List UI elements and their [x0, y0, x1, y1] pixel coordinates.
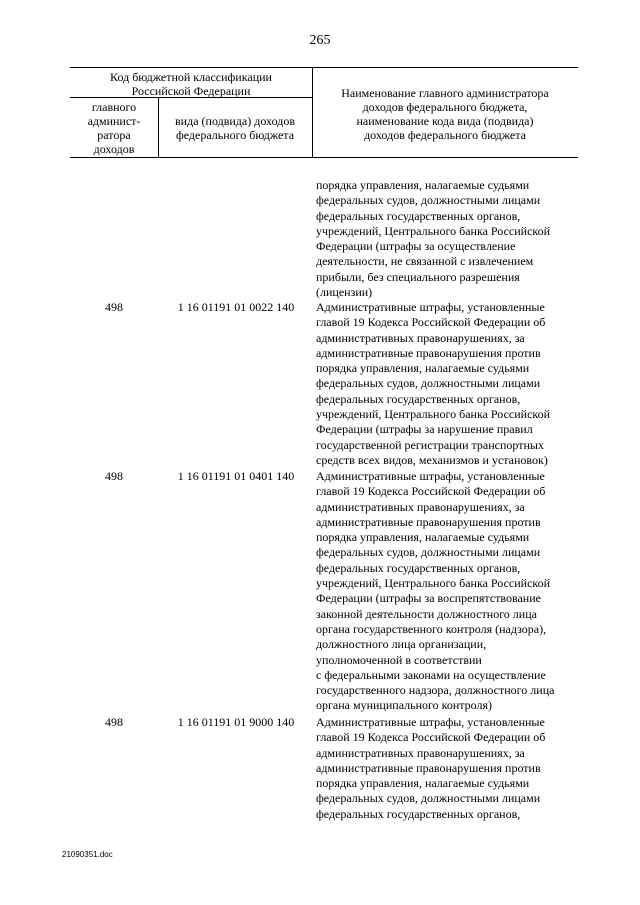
header-group-title-line: Код бюджетной классификации	[110, 70, 272, 84]
description-line: федеральных государственных органов,	[316, 208, 521, 223]
description-line: деятельности, не связанной с извлечением	[316, 254, 534, 269]
description-line: федеральных судов, должностными лицами	[316, 791, 541, 806]
header-col-code-line: федерального бюджета	[175, 128, 295, 142]
description-line: административные правонарушения против	[316, 345, 541, 360]
description-line: (лицензии)	[316, 285, 373, 300]
description-line: Административные штрафы, установленные	[316, 469, 545, 483]
description-line: федеральных государственных органов,	[316, 560, 521, 575]
description-line: федеральных государственных органов,	[316, 391, 521, 406]
description-line: порядка управления, налагаемые судьями	[316, 361, 530, 376]
description-line: Федерации (штрафы за осуществление	[316, 239, 516, 254]
description-line: федеральных государственных органов,	[316, 806, 521, 821]
header-col-name-line: Наименование главного администратора	[341, 86, 549, 100]
description-line: государственной регистрации транспортных	[316, 437, 544, 452]
description-line: государственного надзора, должностного лица	[316, 683, 555, 698]
admin-code: 498	[105, 715, 123, 729]
description-line: учреждений, Центрального банка Российской	[316, 223, 551, 238]
description-line: должностного лица организации,	[316, 637, 487, 652]
description-line: федеральных судов, должностными лицами	[316, 193, 541, 208]
description-line: порядка управления, налагаемые судьями	[316, 530, 530, 545]
description-line: федеральных судов, должностными лицами	[316, 376, 541, 391]
footer-doc-name: 21090351.doc	[62, 850, 113, 859]
row-description	[316, 469, 578, 714]
description-line: Административные штрафы, установленные	[316, 715, 545, 729]
admin-code: 498	[105, 300, 123, 314]
description-line: административных правонарушениях, за	[316, 499, 525, 514]
description-line: органа муниципального контроля)	[316, 698, 493, 713]
header-col-admin-line: доходов	[93, 142, 135, 156]
admin-code: 498	[105, 469, 123, 483]
description-line: порядка управления, налагаемые судьями	[316, 776, 530, 791]
description-line: административные правонарушения против	[316, 514, 541, 529]
description-line: Федерации (штрафы за воспрепятствование	[316, 591, 541, 606]
table-top-border	[70, 67, 578, 68]
description-line: главой 19 Кодекса Российской Федерации об	[316, 315, 546, 330]
row-description	[316, 178, 578, 300]
description-line: прибыли, без специального разрешения	[316, 269, 520, 284]
description-line: главой 19 Кодекса Российской Федерации об	[316, 730, 546, 745]
row-description	[316, 715, 578, 822]
description-line: главой 19 Кодекса Российской Федерации об	[316, 484, 546, 499]
header-col-code-line: вида (подвида) доходов	[175, 114, 295, 128]
header-col-name-line: наименование кода вида (подвида)	[356, 114, 534, 128]
description-line: учреждений, Центрального банка Российской	[316, 407, 551, 422]
header-col-name-line: доходов федерального бюджета	[364, 128, 526, 142]
revenue-code: 1 16 01191 01 0401 140	[177, 469, 295, 483]
description-line: законной деятельности должностного лица	[316, 606, 537, 621]
description-line: федеральных судов, должностными лицами	[316, 545, 541, 560]
description-line: учреждений, Центрального банка Российской	[316, 576, 551, 591]
row-description	[316, 300, 578, 468]
header-group-title-line: Российской Федерации	[131, 84, 251, 98]
description-line: Федерации (штрафы за нарушение правил	[316, 422, 533, 437]
description-line: с федеральными законами на осуществление	[316, 667, 546, 682]
header-col-name	[312, 86, 578, 142]
description-line: органа государственного контроля (надзора),	[316, 621, 547, 636]
revenue-code: 1 16 01191 01 9000 140	[177, 715, 295, 729]
description-line: средств всех видов, механизмов и установок)	[316, 452, 548, 467]
header-bottom-border	[70, 157, 578, 158]
header-col-admin	[70, 100, 158, 156]
header-group-title	[70, 70, 312, 98]
description-line: уполномоченной в соответствии	[316, 652, 482, 667]
description-line: административных правонарушениях, за	[316, 330, 525, 345]
description-line: административных правонарушениях, за	[316, 745, 525, 760]
page-number: 265	[309, 33, 331, 48]
header-col-name-line: доходов федерального бюджета,	[362, 100, 528, 114]
revenue-code: 1 16 01191 01 0022 140	[177, 300, 295, 314]
header-col-admin-line: главного	[91, 100, 137, 114]
description-line: порядка управления, налагаемые судьями	[316, 178, 530, 192]
description-line: Административные штрафы, установленные	[316, 300, 545, 314]
header-col-code	[158, 114, 312, 142]
header-col-admin-line: ратора	[97, 128, 131, 142]
description-line: административные правонарушения против	[316, 760, 541, 775]
header-col-admin-line: админист-	[87, 114, 141, 128]
